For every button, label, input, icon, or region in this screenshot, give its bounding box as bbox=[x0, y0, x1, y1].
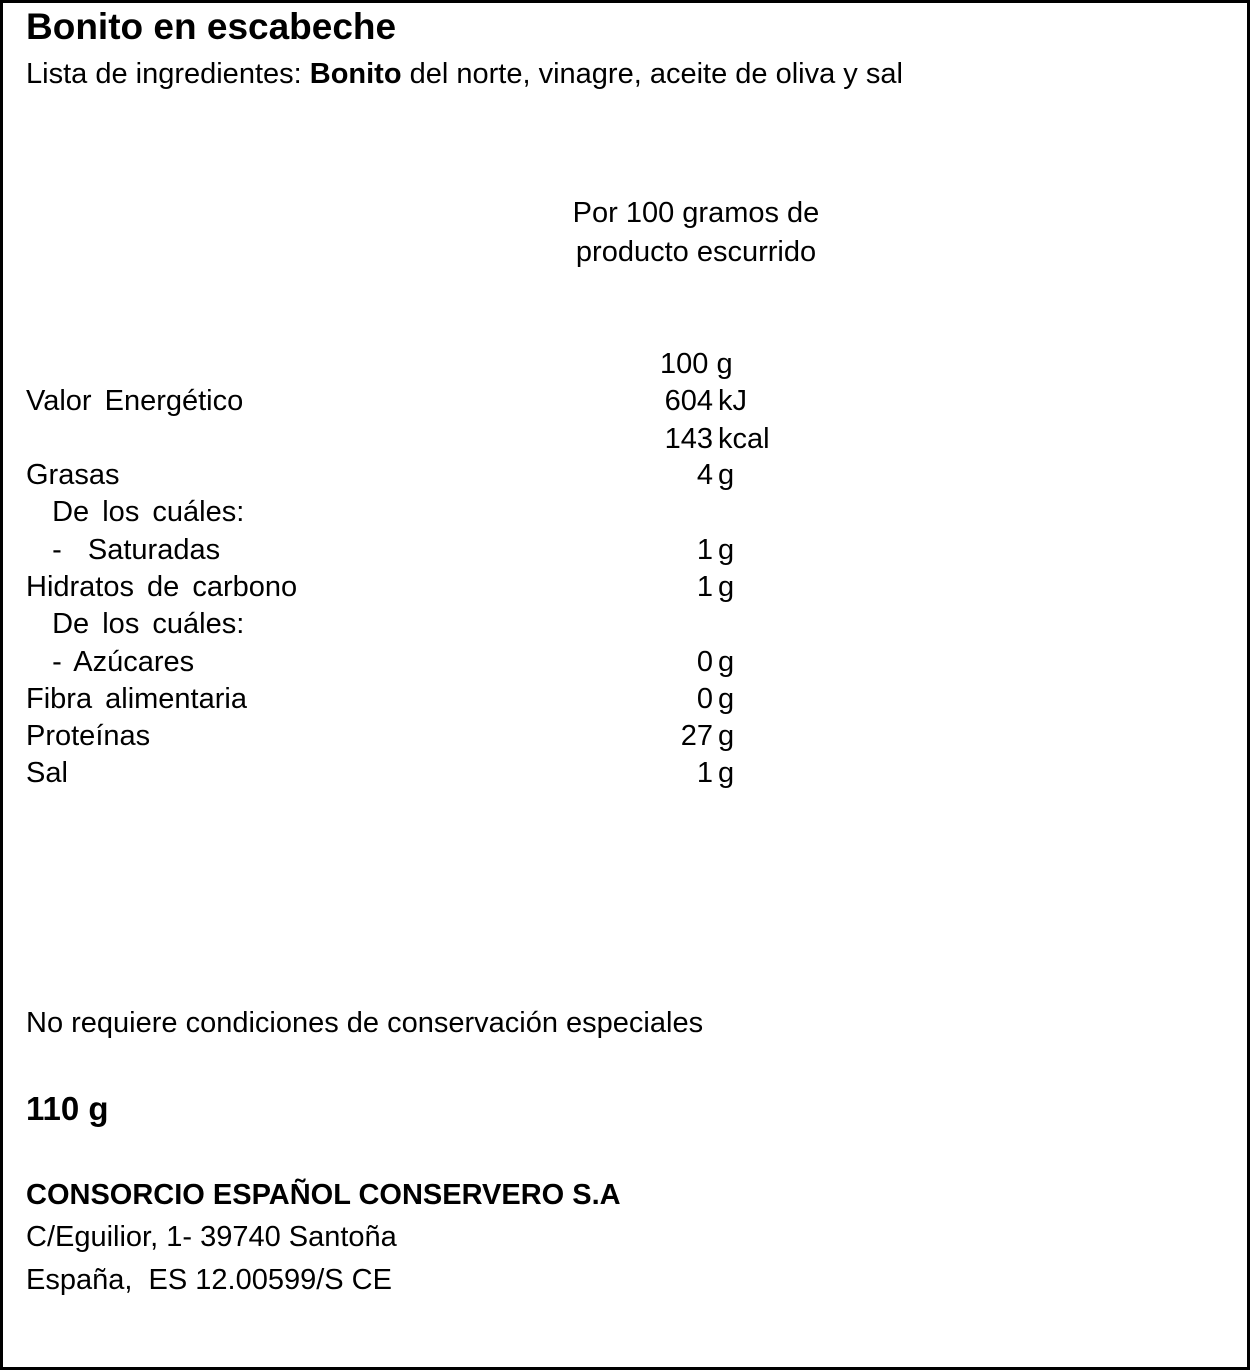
ingredients-prefix: Lista de ingredientes: bbox=[26, 58, 310, 90]
nutrition-column-header-line1: Por 100 gramos de bbox=[572, 197, 820, 229]
nutrient-value: 1 bbox=[696, 571, 713, 603]
nutrient-value: 4 bbox=[696, 459, 713, 491]
nutrient-value: 0 bbox=[696, 683, 713, 715]
nutrient-unit: g bbox=[718, 459, 735, 491]
nutrient-unit: kJ bbox=[718, 385, 747, 417]
company-name: CONSORCIO ESPAÑOL CONSERVERO S.A bbox=[26, 1179, 621, 1211]
nutrient-unit: g bbox=[718, 757, 735, 789]
net-weight: 110 g bbox=[26, 1090, 109, 1127]
nutrient-label: Proteínas bbox=[26, 720, 151, 752]
nutrient-unit: g bbox=[718, 534, 735, 566]
nutrient-label: Sal bbox=[26, 757, 68, 789]
nutrient-unit: g bbox=[718, 683, 735, 715]
nutrition-column-header-line2: producto escurrido bbox=[575, 236, 817, 268]
nutrient-unit: g bbox=[718, 646, 735, 678]
nutrient-sublabel: De los cuáles: bbox=[26, 496, 245, 528]
nutrient-unit: g bbox=[718, 720, 735, 752]
nutrient-value: 1 bbox=[696, 757, 713, 789]
nutrient-label: Valor Energético bbox=[26, 385, 244, 417]
nutrient-unit: kcal bbox=[718, 423, 770, 455]
company-registry: España, ES 12.00599/S CE bbox=[26, 1264, 392, 1296]
nutrient-unit: g bbox=[718, 571, 735, 603]
ingredients-rest: del norte, vinagre, aceite de oliva y sal bbox=[401, 58, 903, 90]
nutrient-label: Hidratos de carbono bbox=[26, 571, 298, 603]
company-address: C/Eguilior, 1- 39740 Santoña bbox=[26, 1221, 397, 1253]
ingredients-highlight: Bonito bbox=[309, 58, 402, 90]
nutrient-value: 1 bbox=[696, 534, 713, 566]
nutrient-value: 27 bbox=[680, 720, 713, 752]
nutrient-label: Fibra alimentaria bbox=[26, 683, 247, 715]
nutrient-value: 143 bbox=[664, 423, 713, 455]
nutrient-label: - Azúcares bbox=[26, 646, 195, 678]
nutrient-value: 0 bbox=[696, 646, 713, 678]
nutrient-sublabel: De los cuáles: bbox=[26, 608, 245, 640]
nutrient-label: Grasas bbox=[26, 459, 120, 491]
product-title: Bonito en escabeche bbox=[26, 6, 397, 47]
storage-conditions: No requiere condiciones de conservación especiales bbox=[26, 1007, 704, 1039]
nutrition-column-unit: 100 g bbox=[660, 348, 733, 380]
nutrient-label: - Saturadas bbox=[26, 534, 221, 566]
nutrient-value: 604 bbox=[664, 385, 713, 417]
ingredients-list bbox=[26, 60, 903, 89]
